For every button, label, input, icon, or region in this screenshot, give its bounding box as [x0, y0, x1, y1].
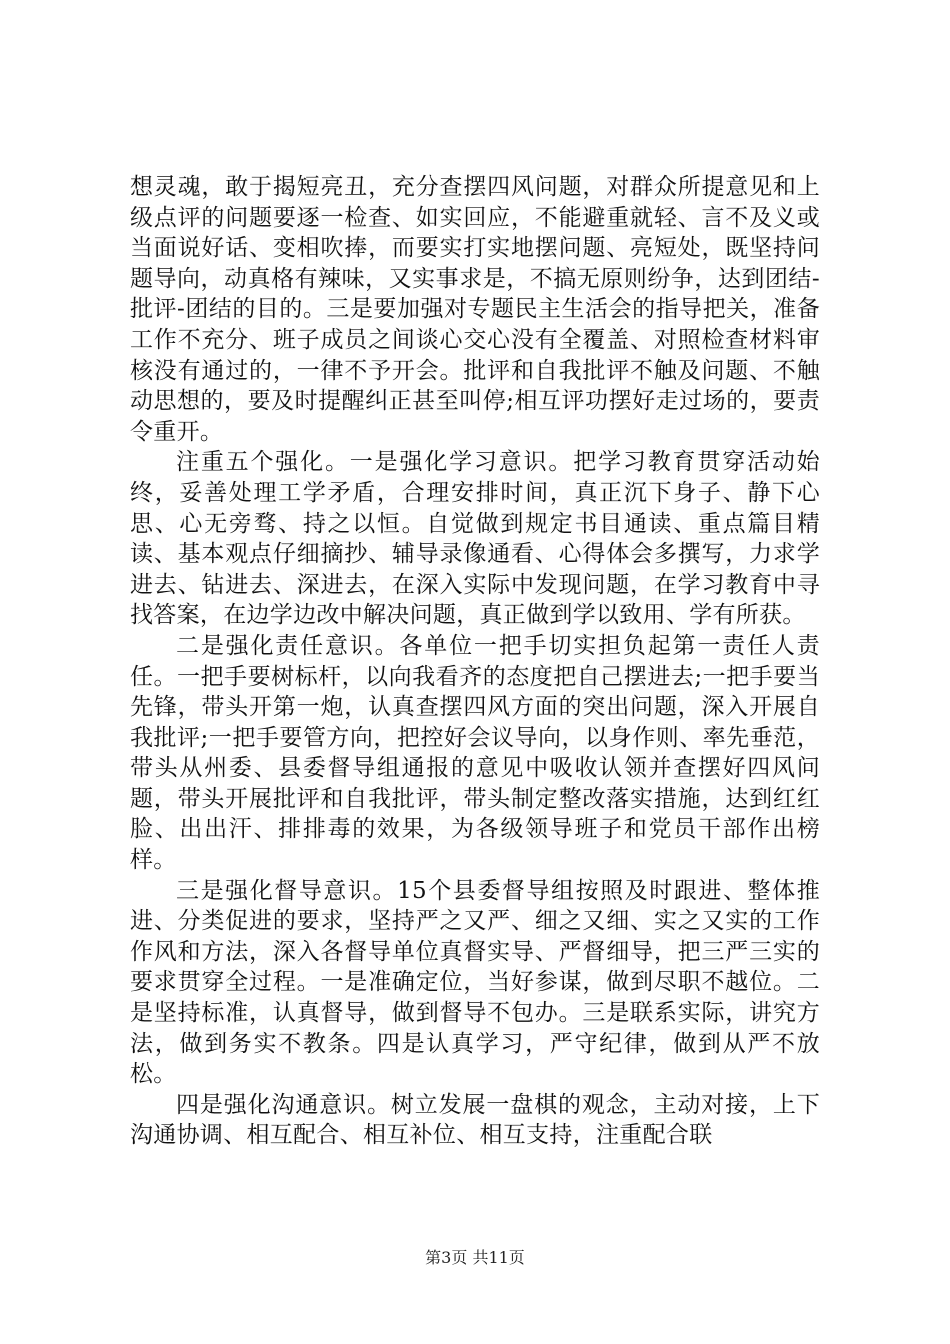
page-number-footer: 第3页 共11页 [425, 1248, 525, 1267]
paragraph-3: 二是强化责任意识。各单位一把手切实担负起第一责任人责任。一把手要树标杆，以向我看齐的态度把自己摆进去;一把手要当先锋，带头开第一炮，认真查摆四风方面的突出问题，深入开展自我批评;一把手要管方向，把控好会议导向，以身作则、率先垂范，带头从州委、县委督导组通报的意见中吸收认领并查摆好四风问题，带头开展批评和自我批评，带头制定整改落实措施，达到红红脸、出出汗、排排毒的效果，为各级领导班子和党员干部作出榜样。 [130, 632, 820, 874]
paragraph-4: 三是强化督导意识。15个县委督导组按照及时跟进、整体推进、分类促进的要求，坚持严之又严、细之又细、实之又实的工作作风和方法，深入各督导单位真督实导、严督细导，把三严三实的要求贯穿全过程。一是准确定位，当好参谋，做到尽职不越位。二是坚持标准，认真督导，做到督导不包办。三是联系实际，讲究方法，做到务实不教条。四是认真学习，严守纪律，做到从严不放松。 [130, 877, 820, 1088]
paragraph-5: 四是强化沟通意识。树立发展一盘棋的观念，主动对接，上下沟通协调、相互配合、相互补位、相互支持，注重配合联 [130, 1091, 820, 1149]
paragraph-1: 想灵魂，敢于揭短亮丑，充分查摆四风问题，对群众所提意见和上级点评的问题要逐一检查、如实回应，不能避重就轻、言不及义或当面说好话、变相吹捧，而要实打实地摆问题、亮短处，既坚持问题导向，动真格有辣味，又实事求是，不搞无原则纷争，达到团结-批评-团结的目的。三是要加强对专题民主生活会的指导把关，准备工作不充分、班子成员之间谈心交心没有全覆盖、对照检查材料审核没有通过的，一律不予开会。批评和自我批评不触及问题、不触动思想的，要及时提醒纠正甚至叫停;相互评功摆好走过场的，要责令重开。 [130, 174, 820, 445]
paragraph-2: 注重五个强化。一是强化学习意识。把学习教育贯穿活动始终，妥善处理工学矛盾，合理安排时间，真正沉下身子、静下心思、心无旁骛、持之以恒。自觉做到规定书目通读、重点篇目精读、基本观点仔细摘抄、辅导录像通看、心得体会多撰写，力求学进去、钻进去、深进去，在深入实际中发现问题，在学习教育中寻找答案，在边学边改中解决问题，真正做到学以致用、学有所获。 [130, 449, 820, 629]
document-body [130, 172, 820, 1151]
